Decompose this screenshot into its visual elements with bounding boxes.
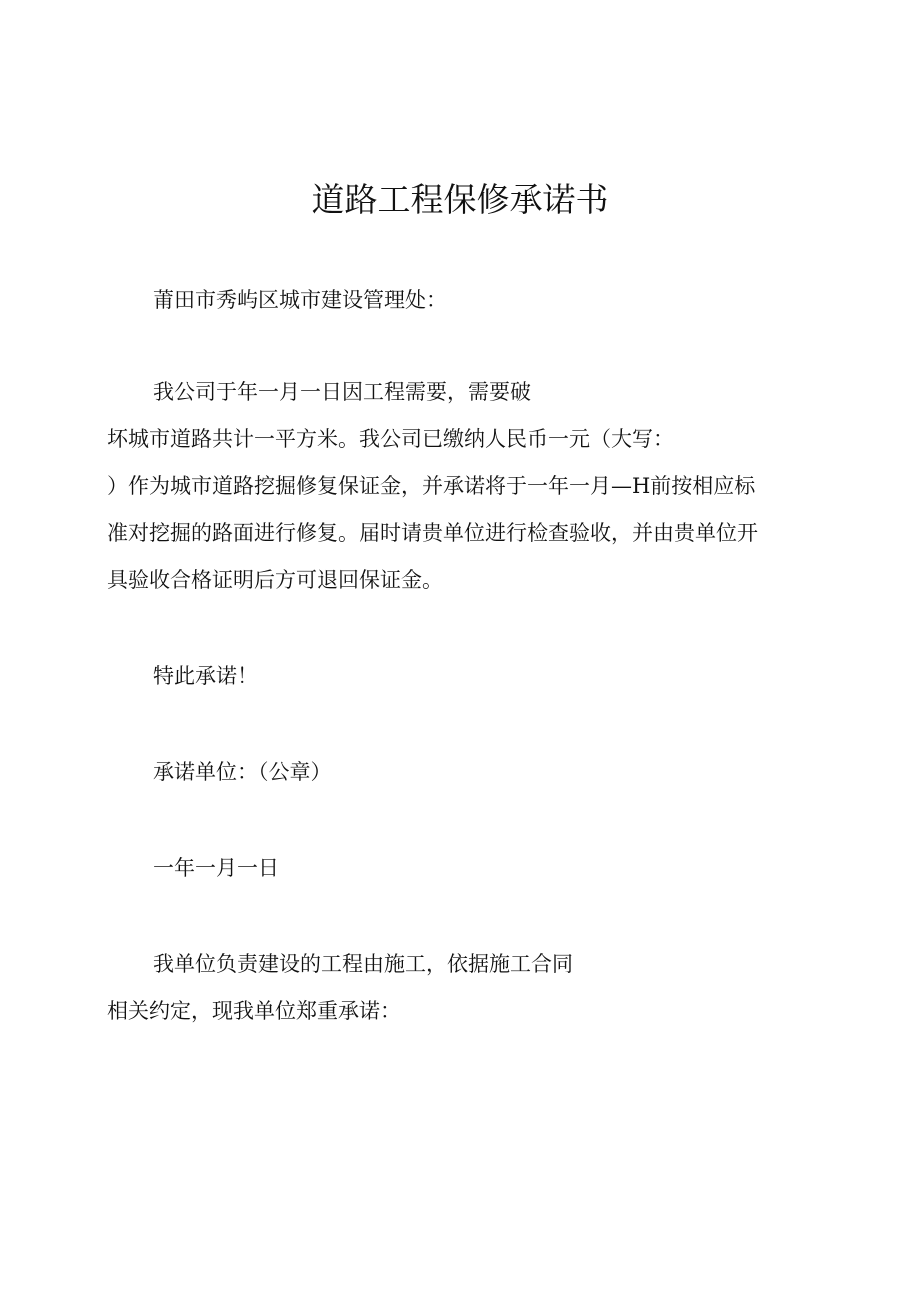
signatory-line: 承诺单位：（公章） xyxy=(153,760,332,784)
paragraph1-line-3: ）作为城市道路挖掘修复保证金，并承诺将于一年一月—H前按相应标 xyxy=(107,474,756,498)
addressee: 莆田市秀屿区城市建设管理处： xyxy=(153,288,447,312)
paragraph1-line-1: 我公司于年一月一日因工程需要，需要破 xyxy=(153,380,531,404)
closing-statement: 特此承诺！ xyxy=(153,664,258,688)
document-title: 道路工程保修承诺书 xyxy=(311,180,609,219)
date-line: 一年一月一日 xyxy=(153,856,279,880)
paragraph1-line-5: 具验收合格证明后方可退回保证金。 xyxy=(107,568,443,592)
paragraph2-line-2: 相关约定，现我单位郑重承诺： xyxy=(107,999,401,1023)
paragraph2-line-1: 我单位负责建设的工程由施工，依据施工合同 xyxy=(153,952,573,976)
paragraph1-line-4: 准对挖掘的路面进行修复。届时请贵单位进行检查验收，并由贵单位开 xyxy=(107,521,758,545)
paragraph1-line-2: 坏城市道路共计一平方米。我公司已缴纳人民币一元（大写： xyxy=(107,427,674,451)
